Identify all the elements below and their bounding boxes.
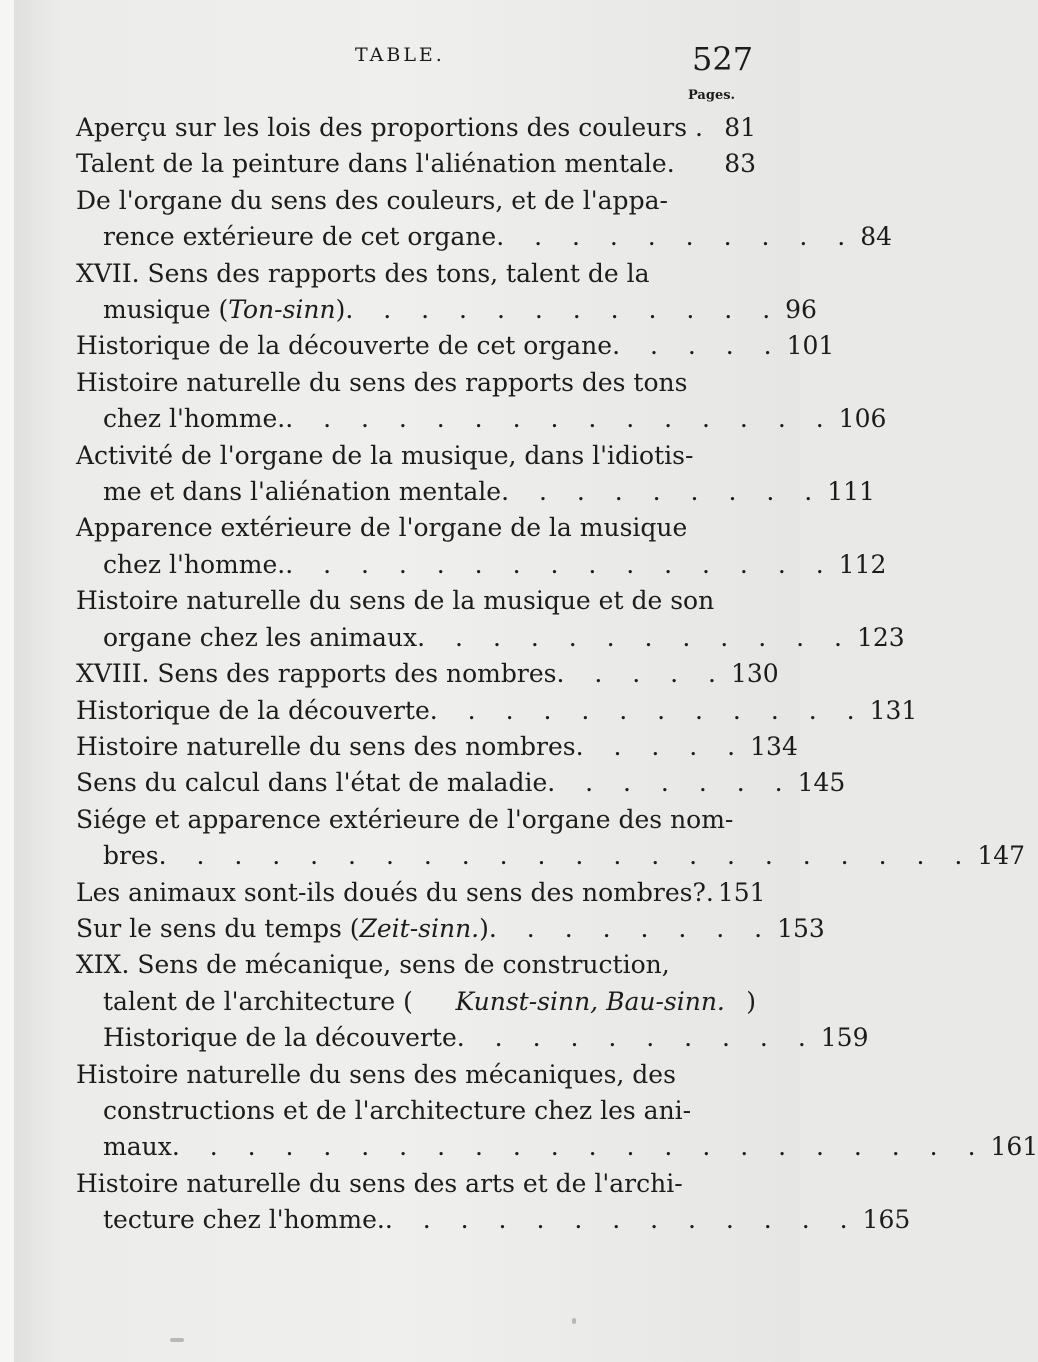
- ink-mark: [170, 1338, 184, 1342]
- toc-entry: [76, 947, 869, 1056]
- dot-leader: . . . . . . . . . . . .: [345, 295, 782, 325]
- toc-entry-line: [76, 620, 905, 656]
- entry-text: musique (: [103, 295, 229, 325]
- entry-text: Histoire naturelle du sens de la musique et de son: [76, 586, 715, 616]
- page-edge: [0, 0, 14, 1362]
- toc-entry-line: [76, 547, 887, 583]
- toc-entry-line: [76, 984, 756, 1020]
- entry-page-number: 101: [786, 331, 835, 361]
- toc-entry-line: [76, 838, 1026, 874]
- toc-entry: [76, 1166, 911, 1239]
- entry-italic-term: Zeit-sinn.: [359, 913, 480, 943]
- toc-entry: [76, 729, 798, 765]
- toc-entry: [76, 510, 887, 583]
- entry-text: organe chez les animaux: [103, 622, 418, 652]
- entry-page-number: 131: [869, 695, 918, 725]
- entry-page-number: 96: [785, 295, 817, 325]
- entry-text: Historique de la découverte: [76, 695, 430, 725]
- toc-entry-line: [76, 1166, 756, 1202]
- toc-entry-line: [76, 656, 779, 692]
- entry-text: XIX. Sens de mécanique, sens de construction,: [76, 950, 670, 980]
- toc-entry-line: [76, 875, 766, 911]
- entry-text: bres: [103, 841, 159, 871]
- entry-text: me et dans l'aliénation mentale: [103, 477, 502, 507]
- toc-entry: [76, 693, 918, 729]
- toc-entry: [76, 765, 846, 801]
- toc-entry-line: [76, 1093, 756, 1129]
- dot-leader: . . . . . . . . . . . . .: [384, 1205, 859, 1235]
- toc-entry-line: [76, 1202, 911, 1238]
- entry-text-after: ): [746, 986, 756, 1016]
- toc-entry-line: [76, 510, 756, 546]
- toc-entry: [76, 911, 825, 947]
- toc-entry: [76, 1057, 1038, 1166]
- dot-leader: . . . . . . . . . .: [456, 1023, 817, 1053]
- entry-text: De l'organe du sens des couleurs, et de l'appa-: [76, 185, 668, 215]
- entry-text: Siége et apparence extérieure de l'organe des nom-: [76, 804, 734, 834]
- entry-text: chez l'homme.: [103, 404, 286, 434]
- entry-page-number: 106: [838, 404, 887, 434]
- entry-text: constructions et de l'architecture chez les ani-: [103, 1095, 692, 1125]
- dot-leader: . . . . . . . . . . . . . . . . . . . . . .: [158, 841, 974, 871]
- running-title: TABLE.: [355, 44, 445, 66]
- entry-text: Talent de la peinture dans l'aliénation mentale: [76, 149, 667, 179]
- toc-entry-line: [76, 1057, 756, 1093]
- entry-page-number: 123: [856, 622, 905, 652]
- page-number: 527: [692, 40, 754, 78]
- toc-entry-line: [76, 365, 756, 401]
- dot-leader: . . . . . . .: [547, 768, 794, 798]
- toc-entry: [76, 438, 875, 511]
- dot-leader: . . . . . . . .: [488, 913, 774, 943]
- entry-page-number: 81: [724, 113, 756, 142]
- entry-text: Historique de la découverte: [103, 1023, 457, 1053]
- dot-leader: . . . . . . . . . . . . . . .: [285, 549, 835, 579]
- dot-leader: .: [666, 149, 686, 179]
- toc-entry: [76, 802, 1026, 875]
- entry-italic-term: Ton-sinn: [228, 295, 336, 325]
- toc-entry: [76, 256, 817, 329]
- entry-page-number: 151: [717, 877, 766, 907]
- toc-entry-line: [76, 911, 825, 947]
- entry-page-number: 159: [820, 1023, 869, 1053]
- toc-entry-line: [76, 292, 817, 328]
- entry-page-number: 165: [862, 1205, 911, 1235]
- entry-text: talent de l'architecture (: [103, 986, 413, 1016]
- entry-page-number: 83: [724, 149, 756, 179]
- entry-italic-term: Kunst-sinn, Bau-sinn.: [455, 986, 725, 1016]
- toc-entry-line: [76, 1020, 869, 1056]
- entry-text: Sens du calcul dans l'état de maladie: [76, 768, 548, 798]
- entry-page-number: 130: [730, 659, 779, 689]
- entry-text: tecture chez l'homme.: [103, 1205, 385, 1235]
- entry-text: Sur le sens du temps (: [76, 913, 360, 943]
- toc-entry: [76, 583, 905, 656]
- entry-text: Aperçu sur les lois des proportions des couleurs .: [76, 113, 703, 142]
- toc-entry-line: [76, 765, 846, 801]
- entry-text: XVIII. Sens des rapports des nombres: [76, 659, 557, 689]
- entry-text: rence extérieure de cet organe: [103, 222, 497, 252]
- toc-entry-line: [76, 401, 887, 437]
- dot-leader: . . . . .: [612, 331, 783, 361]
- toc-entry-line: [76, 583, 756, 619]
- entry-page-number: 84: [860, 222, 893, 252]
- entry-text: maux: [103, 1132, 172, 1162]
- toc-entry-line: [76, 693, 918, 729]
- entry-page-number: 134: [750, 731, 798, 761]
- entry-text: Activité de l'organe de la musique, dans l'idiotis-: [76, 440, 694, 470]
- toc-entry: [76, 146, 756, 182]
- entry-text: Histoire naturelle du sens des arts et de l'archi-: [76, 1168, 683, 1198]
- entry-text: Historique de la découverte de cet organe: [76, 331, 613, 361]
- entry-page-number: 111: [827, 477, 875, 507]
- toc-entry-line: [76, 110, 756, 146]
- entry-text: Apparence extérieure de l'organe de la musique: [76, 513, 688, 543]
- entry-page-number: 112: [838, 549, 887, 579]
- pages-column-label: Pages.: [688, 88, 736, 103]
- entry-page-number: 153: [777, 913, 825, 943]
- entry-text-after: ): [479, 913, 489, 943]
- entry-text: Histoire naturelle du sens des mécaniques, des: [76, 1059, 676, 1089]
- toc-entry-line: [76, 146, 756, 182]
- dot-leader: . . . . . . . . . . . .: [417, 622, 853, 652]
- toc-entry-line: [76, 183, 756, 219]
- dot-leader: . . . . . . . . . . . .: [429, 695, 866, 725]
- dot-leader: [703, 110, 720, 146]
- toc-entry: [76, 183, 893, 256]
- dot-leader: . . . . . . . . . .: [496, 222, 857, 252]
- entry-text: Histoire naturelle du sens des nombres: [76, 731, 576, 761]
- dot-leader: . . . . .: [556, 659, 727, 689]
- dot-leader: . . . . . . . . . . . . . . . . . . . . . .: [171, 1132, 987, 1162]
- dot-leader: . . . . .: [575, 731, 747, 761]
- toc-entry-line: [76, 474, 875, 510]
- dot-leader: . . . . . . . . . . . . . . .: [285, 404, 835, 434]
- entry-text: Les animaux sont-ils doués du sens des nombres?.: [76, 877, 714, 907]
- toc-entry-line: [76, 219, 893, 255]
- toc-entry: [76, 875, 766, 911]
- dot-leader: . . . . . . . . .: [501, 477, 824, 507]
- toc-entry: [76, 656, 779, 692]
- entry-text: Histoire naturelle du sens des rapports des tons: [76, 367, 688, 397]
- toc-entry-line: [76, 438, 756, 474]
- toc-entry: [76, 110, 756, 146]
- toc-entry-line: [76, 1129, 1038, 1165]
- entry-text: chez l'homme.: [103, 549, 286, 579]
- toc-entry-line: [76, 802, 756, 838]
- toc-entry-line: [76, 947, 756, 983]
- entry-text-after: ): [335, 295, 346, 325]
- entry-text: XVII. Sens des rapports des tons, talent de la: [76, 258, 650, 288]
- toc-entry: [76, 328, 835, 364]
- toc-entry: [76, 365, 887, 438]
- toc-entry-line: [76, 256, 756, 292]
- table-of-contents: [76, 110, 1038, 1239]
- toc-entry-line: [76, 328, 835, 364]
- entry-page-number: 161: [990, 1132, 1038, 1162]
- toc-entry-line: [76, 729, 798, 765]
- entry-page-number: 147: [977, 841, 1026, 871]
- entry-page-number: 145: [797, 768, 846, 798]
- ink-mark: [572, 1318, 576, 1324]
